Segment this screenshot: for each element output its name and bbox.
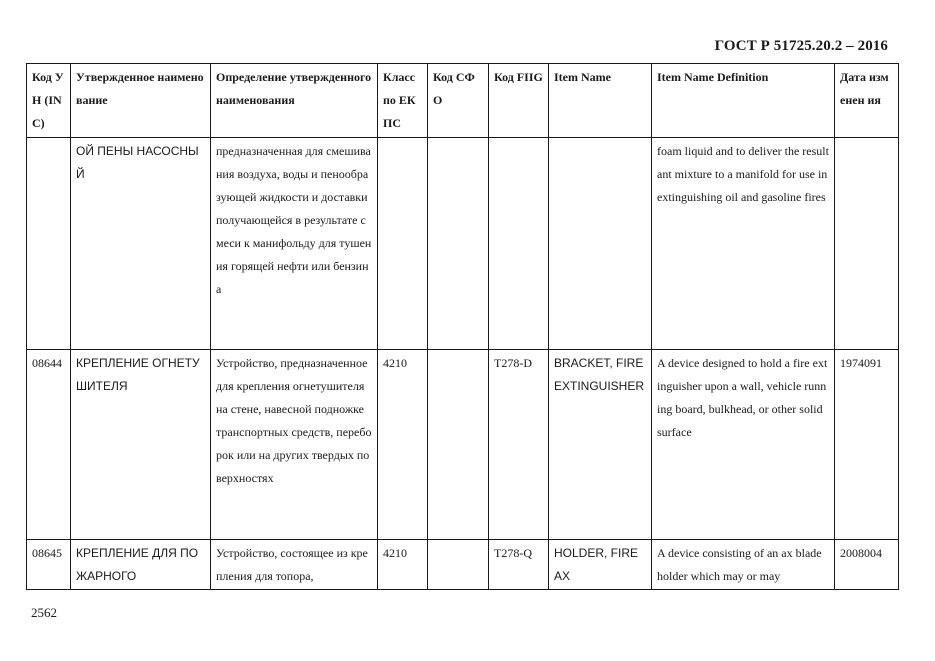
cell-definition: предназначенная для смешивания воздуха, воды и пенообразующей жидкости и доставки получающейся в результате смеси к манифольду для тушения горящей нефти или бензина (211, 138, 378, 350)
cell-sfo (428, 350, 489, 540)
cell-definition: Устройство, состоящее из крепления для топора, (211, 540, 378, 590)
cell-fiig (489, 138, 549, 350)
cell-item-definition: A device consisting of an ax blade holder which may or may (652, 540, 835, 590)
header-item-name: Item Name (549, 64, 652, 138)
header-fiig-code: Код FIIG (489, 64, 549, 138)
table-row (27, 350, 899, 540)
document-code: ГОСТ Р 51725.20.2 – 2016 (714, 38, 888, 54)
cell-item-name: HOLDER, FIRE AX (549, 540, 652, 590)
cell-date (835, 138, 899, 350)
item-names-table (26, 63, 899, 590)
header-ekps-class: Класс по ЕКПС (378, 64, 428, 138)
cell-definition: Устройство, предназначенное для крепления огнетушителя на стене, навесной подножке транспортных средств, переборок или на других твердых поверхностях (211, 350, 378, 540)
header-change-date: Дата изменен ия (835, 64, 899, 138)
cell-sfo (428, 138, 489, 350)
table-header-row (27, 64, 899, 138)
cell-inc: 08644 (27, 350, 71, 540)
cell-item-definition: A device designed to hold a fire extinguisher upon a wall, vehicle running board, bulkhead, or other solid surface (652, 350, 835, 540)
header-sfo-code: Код СФО (428, 64, 489, 138)
cell-fiig: T278-D (489, 350, 549, 540)
table-row (27, 138, 899, 350)
cell-item-name: BRACKET, FIRE EXTINGUISHER (549, 350, 652, 540)
cell-fiig: T278-Q (489, 540, 549, 590)
header-approved-name: Утвержденное наименование (71, 64, 211, 138)
cell-approved-name: КРЕПЛЕНИЕ ОГНЕТУШИТЕЛЯ (71, 350, 211, 540)
cell-sfo (428, 540, 489, 590)
cell-item-name (549, 138, 652, 350)
cell-inc: 08645 (27, 540, 71, 590)
table-row (27, 540, 899, 590)
cell-ekps: 4210 (378, 540, 428, 590)
header-name-definition: Определение утвержденного наименования (211, 64, 378, 138)
cell-approved-name: ОЙ ПЕНЫ НАСОСНЫЙ (71, 138, 211, 350)
header-item-name-definition: Item Name Definition (652, 64, 835, 138)
cell-approved-name: КРЕПЛЕНИЕ ДЛЯ ПОЖАРНОГО (71, 540, 211, 590)
cell-date: 2008004 (835, 540, 899, 590)
page-number: 2562 (31, 605, 57, 620)
cell-date: 1974091 (835, 350, 899, 540)
cell-ekps (378, 138, 428, 350)
header-inc: Код УН (INC) (27, 64, 71, 138)
cell-ekps: 4210 (378, 350, 428, 540)
cell-item-definition: foam liquid and to deliver the resultant mixture to a manifold for use in extinguishing oil and gasoline fires (652, 138, 835, 350)
cell-inc (27, 138, 71, 350)
